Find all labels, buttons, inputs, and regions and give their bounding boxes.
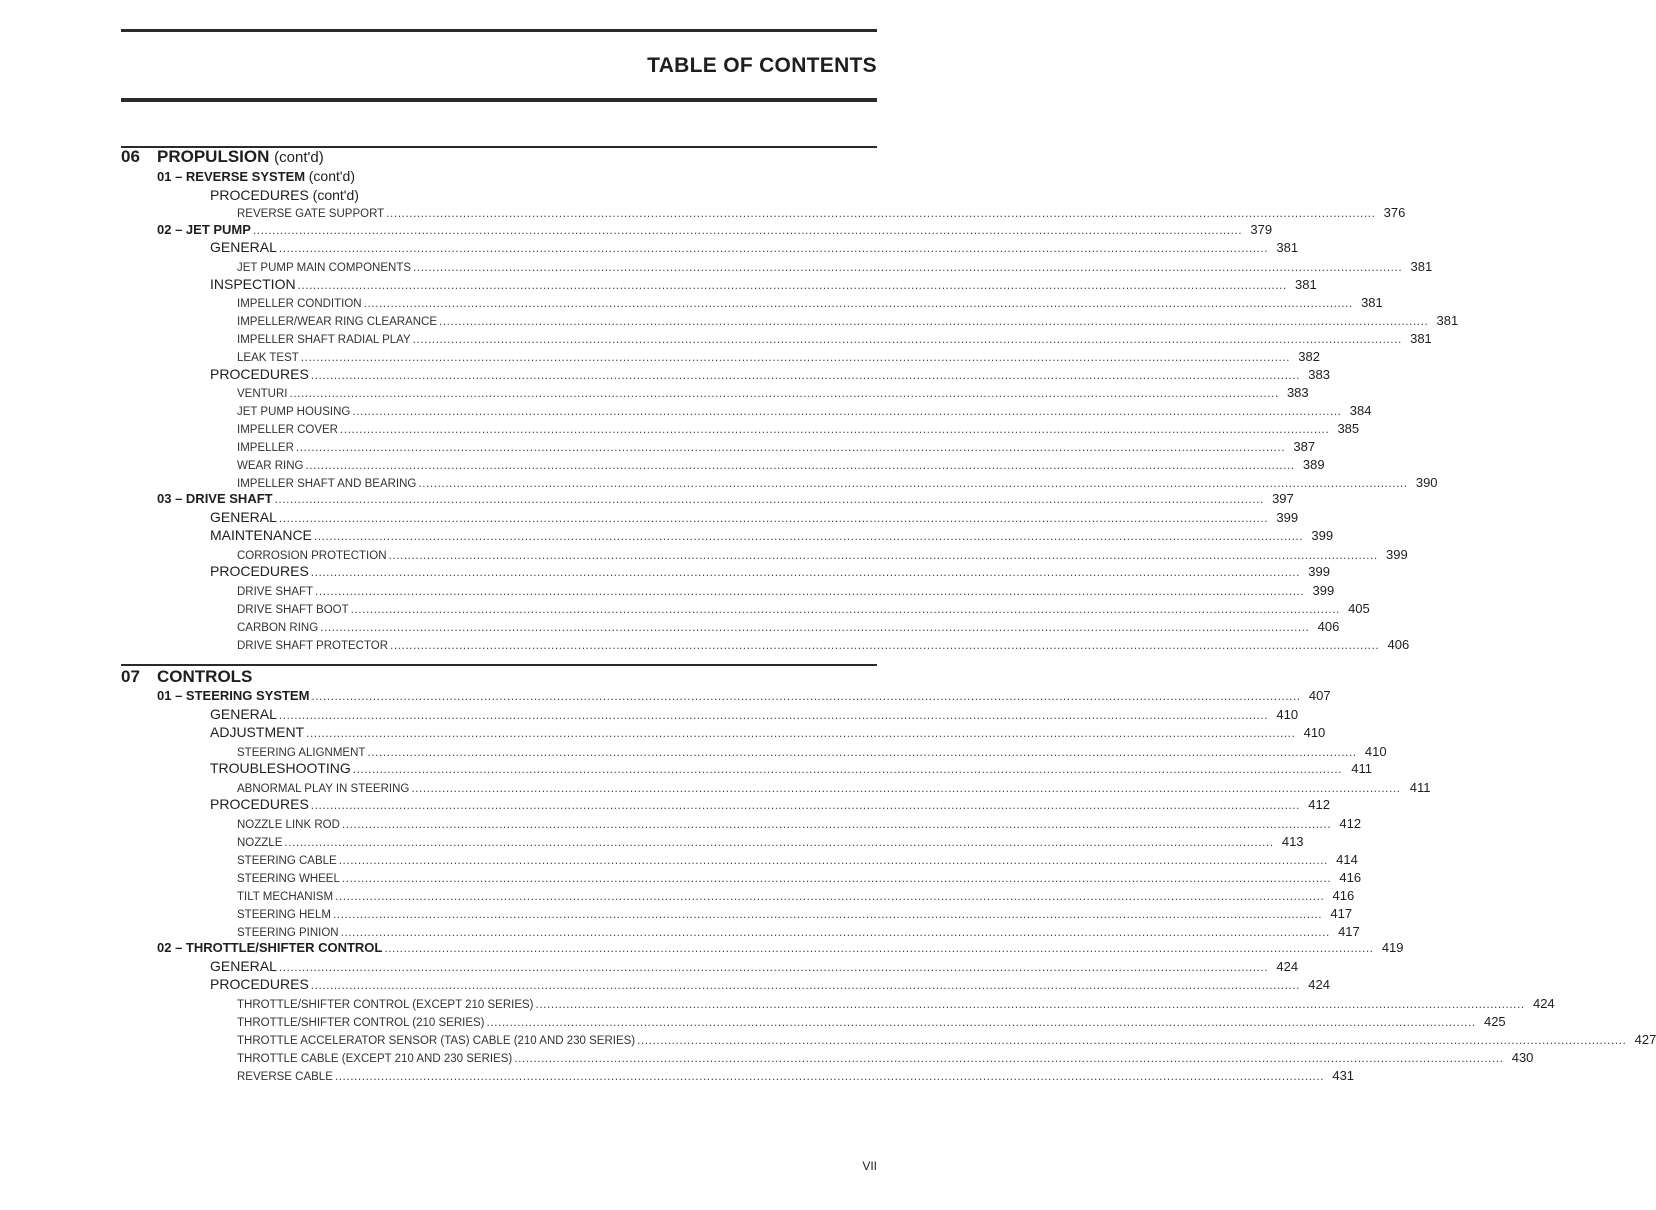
- toc-entry-label: TILT MECHANISM: [237, 891, 334, 903]
- toc-entry[interactable]: [121, 1014, 1506, 1029]
- title-rule: [121, 98, 877, 102]
- toc-page-number: 381: [1410, 259, 1433, 274]
- toc-entry[interactable]: [121, 349, 1320, 364]
- toc-entry-label: THROTTLE/SHIFTER CONTROL (210 SERIES): [237, 1017, 485, 1029]
- section-number: 06: [121, 147, 140, 166]
- toc-page-number: 425: [1483, 1014, 1506, 1029]
- toc-entry[interactable]: [121, 870, 1362, 885]
- toc-entry[interactable]: [121, 187, 966, 203]
- toc-page-number: 406: [1387, 637, 1410, 652]
- toc-entry[interactable]: [121, 239, 1299, 255]
- toc-entry[interactable]: [121, 168, 913, 184]
- toc-page-number: 407: [1308, 688, 1331, 703]
- toc-entry-label: IMPELLER COVER: [237, 424, 338, 436]
- toc-entry-label: 02 – THROTTLE/SHIFTER CONTROL: [157, 940, 383, 955]
- toc-page-number: 417: [1338, 924, 1360, 939]
- toc-entry[interactable]: [121, 852, 1358, 867]
- toc-entry[interactable]: [121, 688, 1331, 703]
- toc-page-number: 399: [1308, 564, 1330, 579]
- toc-entry-label: DRIVE SHAFT: [237, 586, 314, 598]
- toc-entry[interactable]: [121, 996, 1555, 1011]
- toc-entry-label: IMPELLER: [237, 442, 294, 454]
- toc-page-number: 384: [1349, 403, 1372, 418]
- toc-entry[interactable]: [121, 403, 1372, 418]
- toc-entry-label: STEERING PINION: [237, 927, 339, 939]
- toc-page-number: 385: [1337, 421, 1360, 436]
- toc-page-number: 381: [1361, 295, 1383, 310]
- toc-entry[interactable]: [121, 331, 1432, 346]
- toc-entry-label: REVERSE CABLE: [237, 1071, 333, 1083]
- section-title: CONTROLS: [157, 667, 253, 686]
- toc-entry[interactable]: [121, 583, 1335, 598]
- toc-entry[interactable]: [121, 205, 1406, 220]
- toc-entry-label: DRIVE SHAFT BOOT: [237, 604, 349, 616]
- section-suffix: (cont'd): [274, 149, 324, 166]
- toc-entry-label: IMPELLER CONDITION: [237, 298, 362, 310]
- toc-entry-label: GENERAL: [210, 958, 277, 974]
- toc-entry[interactable]: [121, 1032, 1656, 1047]
- toc-page-number: 427: [1634, 1032, 1656, 1047]
- toc-entry-label: STEERING CABLE: [237, 855, 337, 867]
- toc-entry-label: ADJUSTMENT: [210, 724, 305, 740]
- toc-entry[interactable]: [121, 259, 1433, 274]
- toc-entry[interactable]: [121, 385, 1309, 400]
- toc-entry-label: GENERAL: [210, 706, 277, 722]
- toc-entry-label: PROCEDURES: [210, 976, 309, 992]
- toc-entry[interactable]: [121, 906, 1353, 921]
- toc-entry-label: STEERING WHEEL: [237, 873, 340, 885]
- toc-page-number: 390: [1415, 475, 1438, 490]
- toc-entry[interactable]: [121, 619, 1340, 634]
- toc-entry[interactable]: [121, 976, 1330, 992]
- toc-entry[interactable]: [121, 724, 1326, 740]
- toc-page-number: 424: [1276, 959, 1299, 974]
- toc-entry-label: GENERAL: [210, 509, 277, 525]
- toc-page-number: 383: [1308, 367, 1330, 382]
- toc-page-number: 431: [1332, 1068, 1355, 1083]
- toc-page-number: 430: [1511, 1050, 1534, 1065]
- toc-page-number: 410: [1303, 725, 1326, 740]
- toc-entry-label: IMPELLER/WEAR RING CLEARANCE: [237, 316, 438, 328]
- toc-entry-label: DRIVE SHAFT PROTECTOR: [237, 640, 389, 652]
- toc-entry-label: PROCEDURES: [210, 366, 309, 382]
- top-rule: [121, 29, 877, 32]
- toc-page-number: 381: [1436, 313, 1459, 328]
- toc-entry[interactable]: [121, 601, 1370, 616]
- toc-entry[interactable]: [121, 1050, 1534, 1065]
- toc-page-number: 412: [1339, 816, 1362, 831]
- toc-page-number: 389: [1302, 457, 1325, 472]
- toc-page-number: 399: [1385, 547, 1408, 562]
- section-07-rule: [121, 664, 877, 666]
- toc-entry[interactable]: [121, 637, 1410, 652]
- section-heading-06: [121, 147, 877, 167]
- toc-page-number: 397: [1272, 491, 1294, 506]
- toc-entry[interactable]: [121, 491, 1294, 506]
- toc-entry-label: TROUBLESHOOTING: [210, 760, 351, 776]
- toc-page-number: 381: [1410, 331, 1432, 346]
- toc-entry-label: PROCEDURES (cont'd): [210, 187, 359, 203]
- toc-entry-label: GENERAL: [210, 239, 277, 255]
- toc-entry-label: NOZZLE: [237, 837, 283, 849]
- toc-entry-label: CORROSION PROTECTION: [237, 550, 387, 562]
- toc-page-number: 399: [1312, 583, 1335, 598]
- toc-entry[interactable]: [121, 475, 1438, 490]
- toc-page-number: 381: [1276, 240, 1299, 255]
- toc-entry-label: IMPELLER SHAFT AND BEARING: [237, 478, 417, 490]
- toc-entry-label: 01 – STEERING SYSTEM: [157, 688, 310, 703]
- toc-entry[interactable]: [121, 457, 1325, 472]
- toc-entry[interactable]: [121, 421, 1360, 436]
- toc-entry-label: PROCEDURES: [210, 563, 309, 579]
- toc-page-number: 405: [1348, 601, 1370, 616]
- toc-entry[interactable]: [121, 780, 1431, 795]
- toc-entry[interactable]: [121, 760, 1372, 776]
- toc-entry-label: JET PUMP HOUSING: [237, 406, 351, 418]
- toc-entry-label: THROTTLE CABLE (EXCEPT 210 AND 230 SERIES): [237, 1053, 513, 1065]
- section-title: PROPULSION: [157, 147, 270, 166]
- toc-entry[interactable]: [121, 509, 1299, 525]
- toc-page-number: 379: [1250, 222, 1273, 237]
- toc-entry-label: LEAK TEST: [237, 352, 299, 364]
- toc-page-number: 381: [1295, 277, 1317, 292]
- toc-entry[interactable]: [121, 439, 1316, 454]
- toc-entry-label: VENTURI: [237, 388, 288, 400]
- toc-page-number: 414: [1336, 852, 1358, 867]
- toc-entry[interactable]: [121, 276, 1317, 292]
- toc-page-number: 416: [1339, 870, 1362, 885]
- toc-entry[interactable]: [121, 313, 1459, 328]
- toc-page-number: 399: [1276, 510, 1299, 525]
- page-title: TABLE OF CONTENTS: [647, 54, 877, 77]
- toc-entry[interactable]: [121, 834, 1304, 849]
- toc-entry-label: 01 – REVERSE SYSTEM: [157, 169, 306, 184]
- toc-page-number: 382: [1298, 349, 1320, 364]
- toc-page-number: 410: [1364, 744, 1387, 759]
- toc-entry[interactable]: [121, 888, 1355, 903]
- toc-entry[interactable]: [121, 958, 1299, 974]
- toc-entry[interactable]: [121, 547, 1408, 562]
- toc-entry-suffix: (cont'd): [308, 168, 355, 184]
- toc-entry-label: INSPECTION: [210, 276, 296, 292]
- toc-entry[interactable]: [121, 222, 1273, 237]
- toc-entry-label: NOZZLE LINK ROD: [237, 819, 340, 831]
- toc-entry-label: MAINTENANCE: [210, 527, 312, 543]
- toc-entry-label: WEAR RING: [237, 460, 304, 472]
- toc-entry-label: CARBON RING: [237, 622, 319, 634]
- toc-page-number: 411: [1351, 761, 1372, 776]
- toc-entry[interactable]: [121, 295, 1383, 310]
- toc-entry-label: REVERSE GATE SUPPORT: [237, 208, 385, 220]
- toc-entry-label: THROTTLE ACCELERATOR SENSOR (TAS) CABLE (210 AND 230 SERIES): [237, 1035, 636, 1047]
- toc-entry[interactable]: [121, 563, 1330, 579]
- toc-entry[interactable]: [121, 1068, 1355, 1083]
- toc-entry[interactable]: [121, 816, 1362, 831]
- toc-entry[interactable]: [121, 924, 1360, 939]
- toc-page-number: 417: [1330, 906, 1353, 921]
- toc-entry[interactable]: [121, 366, 1330, 382]
- toc-entry[interactable]: [121, 940, 1404, 955]
- toc-page-number: 410: [1276, 707, 1299, 722]
- toc-page-number: 411: [1409, 780, 1431, 795]
- toc-page-number: 387: [1293, 439, 1316, 454]
- toc-entry-label: PROCEDURES: [210, 796, 309, 812]
- toc-page-number: 399: [1311, 528, 1334, 543]
- toc-entry-label: JET PUMP MAIN COMPONENTS: [237, 262, 412, 274]
- toc-page-number: 419: [1381, 940, 1404, 955]
- toc-page-number: 424: [1308, 977, 1330, 992]
- section-number: 07: [121, 667, 140, 686]
- toc-page-number: 424: [1532, 996, 1555, 1011]
- toc-entry-label: STEERING HELM: [237, 909, 331, 921]
- toc-entry[interactable]: [121, 706, 1299, 722]
- toc-page-number: 412: [1308, 797, 1330, 812]
- toc-entry[interactable]: [121, 744, 1387, 759]
- page-number: VII: [862, 1159, 877, 1173]
- toc-page-number: 413: [1281, 834, 1304, 849]
- toc-entry-label: 02 – JET PUMP: [157, 222, 251, 237]
- toc-page-number: 406: [1317, 619, 1340, 634]
- toc-page-number: 416: [1332, 888, 1355, 903]
- toc-entry-label: THROTTLE/SHIFTER CONTROL (EXCEPT 210 SERIES): [237, 999, 534, 1011]
- toc-entry[interactable]: [121, 796, 1330, 812]
- toc-entry-label: IMPELLER SHAFT RADIAL PLAY: [237, 334, 411, 346]
- toc-entry-label: 03 – DRIVE SHAFT: [157, 491, 273, 506]
- toc-page-number: 376: [1383, 205, 1406, 220]
- toc-entry-label: ABNORMAL PLAY IN STEERING: [237, 783, 410, 795]
- toc-page-number: 383: [1286, 385, 1309, 400]
- toc-entry[interactable]: [121, 527, 1334, 543]
- section-heading-07: [121, 667, 877, 687]
- toc-entry-label: STEERING ALIGNMENT: [237, 747, 366, 759]
